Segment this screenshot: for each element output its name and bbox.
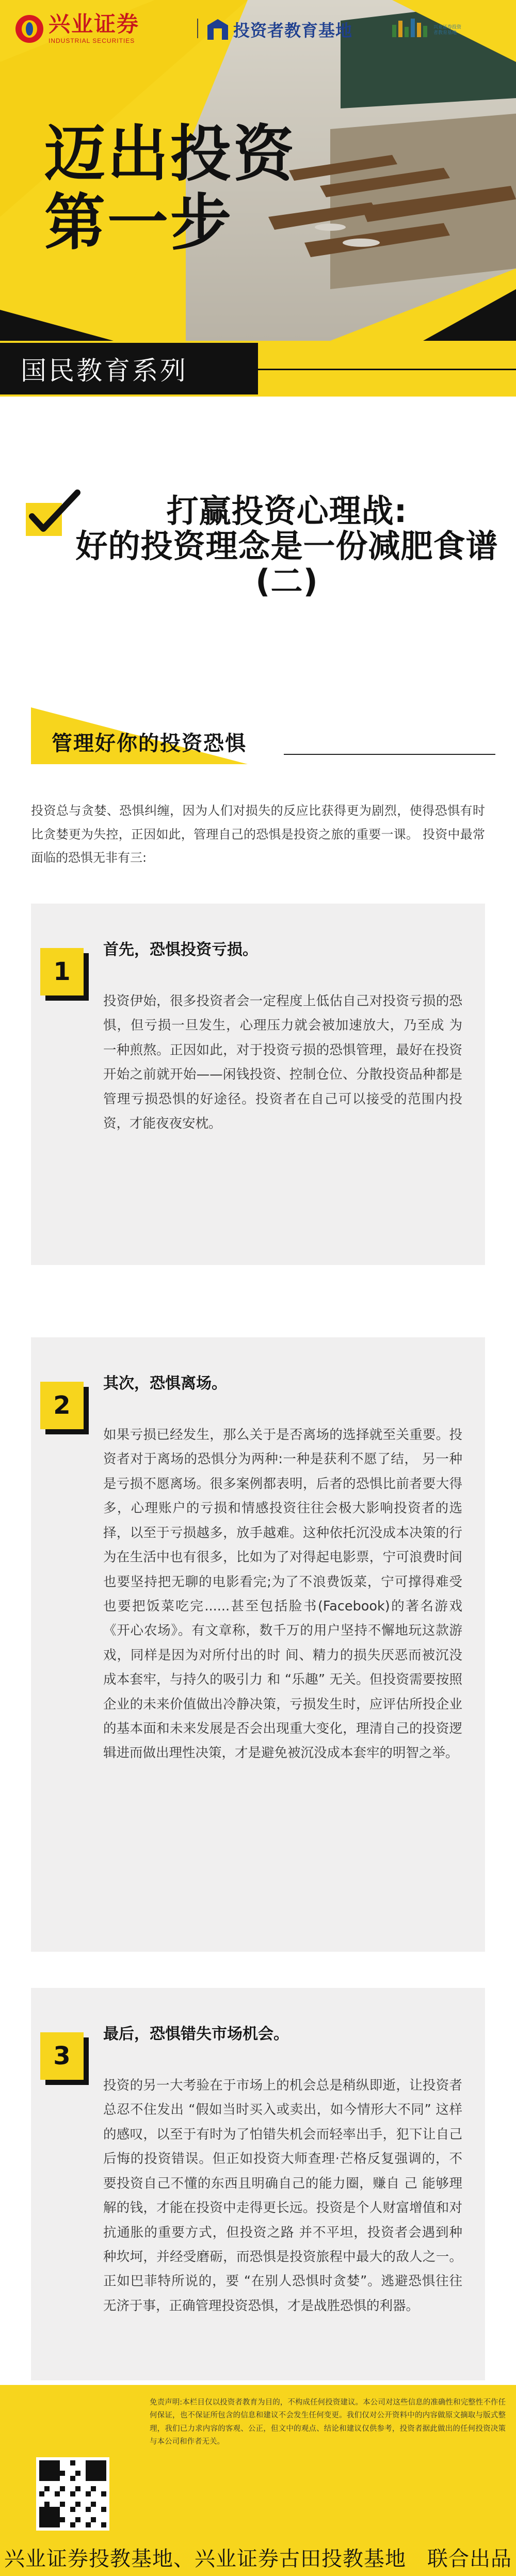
hero-banner <box>0 0 516 341</box>
footer <box>0 2385 516 2576</box>
series-banner <box>0 341 516 397</box>
series-divider <box>258 369 516 370</box>
brand-logo <box>15 13 139 44</box>
subtitle-line-1: 打赢投资心理战: <box>166 492 408 530</box>
title-line-1: 迈出投资 <box>44 118 297 189</box>
title-line-2: 第一步 <box>44 187 234 259</box>
section-heading-rule <box>284 754 495 755</box>
logo-divider <box>197 19 198 38</box>
card-number-badge: 3 <box>40 2032 84 2080</box>
subtitle-line-3: (二) <box>255 562 318 600</box>
card-body: 投资伊始，很多投资者会一定程度上低估自己对投资亏损的恐惧，但亏损一旦发生，心理压力就会被加速放大，乃至成 为一种煎熬。正因如此，对于投资亏损的恐惧管理，最好在投资开始之前就开始——闲钱投资、控制仓位、分散投资品种都是管理亏损恐惧的好途径。投资者在自己可以接受的范围内投资，才能夜夜安枕。 <box>103 993 462 1132</box>
series-label: 国民教育系列 <box>21 356 188 386</box>
card-title: 其次，恐惧离场。 <box>103 1374 227 1393</box>
house-icon <box>207 19 228 40</box>
education-base-badge <box>392 15 462 42</box>
header-logos <box>15 13 511 50</box>
qr-code[interactable] <box>36 2457 109 2531</box>
card-number-badge: 2 <box>40 1382 84 1429</box>
partner-logo <box>207 18 352 41</box>
footer-credit: 兴业证券投教基地、兴业证券古田投教基地 联合出品 <box>4 2547 512 2571</box>
qr-code-pattern <box>39 2460 106 2527</box>
fear-card-2 <box>31 1337 485 1952</box>
partner-name: 投资者教育基地 <box>233 21 353 40</box>
brand-sub: INDUSTRIAL SECURITIES <box>49 37 135 44</box>
subtitle-line-2: 好的投资理念是一份减肥食谱 <box>75 527 498 565</box>
fear-card-1 <box>31 904 485 1265</box>
brand-name: 兴业证券 <box>49 11 140 37</box>
intro-paragraph: 投资总与贪婪、恐惧纠缠，因为人们对损失的反应比获得更为剧烈，使得恐惧有时比贪婪更为失控，正因如此，管理自己的恐惧是投资之旅的重要一课。 投资中最常面临的恐惧无非有三: <box>31 803 485 865</box>
card-title: 最后，恐惧错失市场机会。 <box>103 2025 289 2043</box>
education-base-text: 兴业证券投资者教育基地 <box>433 25 462 36</box>
brand-emblem-icon <box>15 15 43 43</box>
card-body: 如果亏损已经发生，那么关于是否离场的选择就至关重要。投资者对于离场的恐惧分为两种:一种是获利不愿了结， 另一种是亏损不愿离场。很多案例都表明，后者的恐惧比前者要大得多，心理账户的亏损和情感投资往往会极大影响投资者的选择，以至于亏损越多，放手越难。这种依托沉没成本决策的行为在生活中也有很多，比如为了对得起电影票，宁可浪费时间也要坚持把无聊的电影看完;为了不浪费饭菜，宁可撑得难受也要把饭菜吃完......甚至包括脸书(Facebook)的著名游戏《开心农场》。有文章称，数千万的用户坚持不懈地玩这款游戏，同样是因为对所付出的时 间、精力的损失厌恶而被沉没成本套牢，与持久的吸引力 和 “乐趣” 无关。但投资需要按照企业的未来价值做出冷静决策，亏损发生时，应评估所投企业的基本面和未来发展是否会出现重大变化，理清自己的投资逻辑进而做出理性决策，才是避免被沉没成本套牢的明智之举。 <box>103 1427 462 1761</box>
card-title: 首先，恐惧投资亏损。 <box>103 941 258 959</box>
page-title <box>44 120 296 258</box>
series-label-box <box>0 343 258 394</box>
section-heading <box>31 707 495 764</box>
checkmark-icon <box>26 489 83 539</box>
card-body: 投资的另一大考验在于市场上的机会总是稍纵即逝，让投资者总忍不住发出 “假如当时买入或卖出，如今情形大不同” 这样的感叹，以至于有时为了怕错失机会而轻率出手，犯下让自己后悔的投资错误。但正如投资大师查理·芒格反复强调的，不要投资自己不懂的东西且明确自己的能力圈，赚自 己 能够理解的钱，才能在投资中走得更长远。投资是个人财富增值和对抗通胀的重要方式，但投资之路 并不平坦，投资者会遇到种种坎坷，并经受磨砺，而恐惧是投资旅程中最大的敌人之一。正如巴菲特所说的，要 “在别人恐惧时贪婪”。逃避恐惧往往无济于事，正确管理投资恐惧，才是战胜恐惧的利器。 <box>103 2078 462 2314</box>
fear-card-3 <box>31 1988 485 2380</box>
card-number-badge: 1 <box>40 948 84 995</box>
disclaimer-text: 免责声明:本栏目仅以投资者教育为目的，不构成任何投资建议。本公司对这些信息的准确性和完整性不作任何保证，也不保证所包含的信息和建议不会发生任何变更。我们仅对公开资料中的内容做原文摘取与版式整理，我们已力求内容的客观、公正，但文中的观点、结论和建议仅供参考，投资者据此做出的任何投资决策与本公司和作者无关。 <box>150 2398 506 2446</box>
section-heading-text: 管理好你的投资恐惧 <box>52 732 247 755</box>
